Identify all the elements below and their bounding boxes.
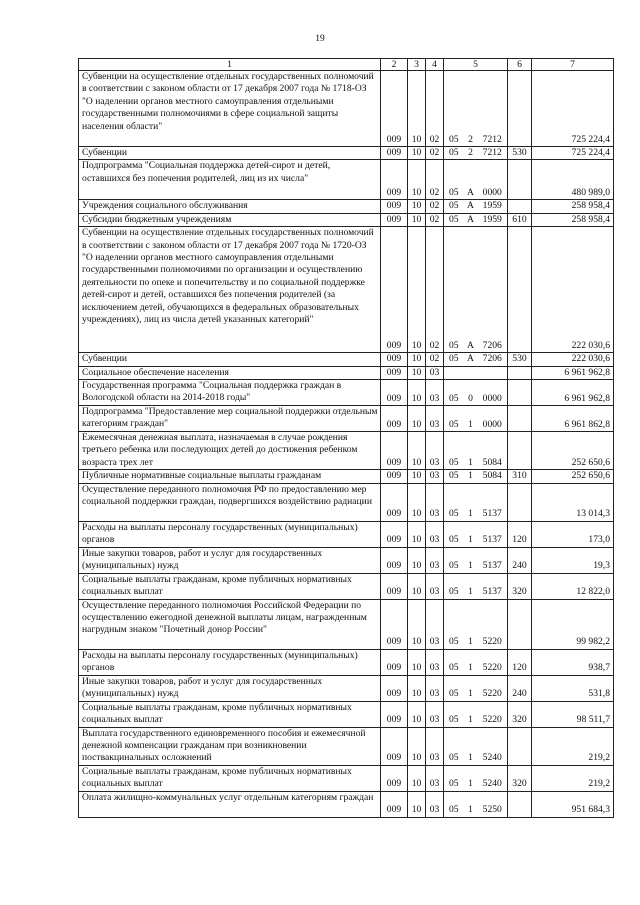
row-subsection-cell: 03 (426, 599, 444, 649)
row-program-cell: 05 (444, 353, 464, 366)
row-direction-cell: 0000 (478, 160, 508, 200)
row-direction-cell: 5220 (478, 599, 508, 649)
row-expense-type-cell (508, 200, 532, 213)
table-row (79, 483, 614, 521)
row-name-cell: Социальные выплаты гражданам, кроме публичных нормативных социальных выплат (79, 573, 381, 599)
row-name-cell: Расходы на выплаты персоналу государственных (муниципальных) органов (79, 521, 381, 547)
row-expense-type-cell: 240 (508, 675, 532, 701)
row-program-cell: 05 (444, 727, 464, 765)
row-subsection-cell: 02 (426, 227, 444, 353)
row-program-cell: 05 (444, 227, 464, 353)
row-expense-type-cell: 320 (508, 573, 532, 599)
row-expense-type-cell: 320 (508, 701, 532, 727)
row-code-cell: 009 (381, 200, 408, 213)
row-name-cell: Оплата жилищно-коммунальных услуг отдельным категориям граждан (79, 791, 381, 817)
table-row (79, 470, 614, 483)
row-subprogram-cell: А (464, 200, 478, 213)
row-subsection-cell: 02 (426, 200, 444, 213)
table-row (79, 406, 614, 432)
table-row (79, 227, 614, 353)
row-subprogram-cell: 1 (464, 470, 478, 483)
row-subprogram-cell: 1 (464, 573, 478, 599)
row-program-cell: 05 (444, 573, 464, 599)
row-subsection-cell: 03 (426, 470, 444, 483)
row-name-cell: Субвенции (79, 353, 381, 366)
header-cell: 5 (444, 59, 508, 71)
table-row (79, 649, 614, 675)
row-subsection-cell: 03 (426, 483, 444, 521)
row-direction-cell: 7206 (478, 353, 508, 366)
row-section-cell: 10 (408, 380, 426, 406)
table-row (79, 765, 614, 791)
row-code-cell: 009 (381, 649, 408, 675)
row-program-cell: 05 (444, 160, 464, 200)
row-code-cell: 009 (381, 599, 408, 649)
row-expense-type-cell: 120 (508, 649, 532, 675)
row-subsection-cell: 02 (426, 213, 444, 226)
row-program-cell: 05 (444, 791, 464, 817)
row-subsection-cell: 03 (426, 649, 444, 675)
row-name-cell: Государственная программа "Социальная поддержка граждан в Вологодской области на 2014-2018 годы" (79, 380, 381, 406)
row-name-cell: Ежемесячная денежная выплата, назначаемая в случае рождения третьего ребенка или последующих детей до достижения ребенком возраста трех лет (79, 432, 381, 470)
row-name-cell: Подпрограмма "Социальная поддержка детей-сирот и детей, оставшихся без попечения родителей, лиц из их числа" (79, 160, 381, 200)
row-direction-cell: 0000 (478, 380, 508, 406)
row-subprogram-cell: 0 (464, 380, 478, 406)
row-expense-type-cell (508, 160, 532, 200)
table-row (79, 521, 614, 547)
row-subsection-cell: 03 (426, 521, 444, 547)
row-direction-cell: 5084 (478, 432, 508, 470)
row-expense-type-cell: 530 (508, 147, 532, 160)
row-program-cell: 05 (444, 521, 464, 547)
row-direction-cell: 7206 (478, 227, 508, 353)
row-program-cell: 05 (444, 765, 464, 791)
row-direction-cell: 1959 (478, 200, 508, 213)
row-program-cell: 05 (444, 599, 464, 649)
row-amount-cell: 219,2 (532, 765, 614, 791)
row-expense-type-cell (508, 599, 532, 649)
row-code-cell: 009 (381, 366, 408, 379)
row-amount-cell: 19,3 (532, 547, 614, 573)
table-row (79, 547, 614, 573)
row-subprogram-cell: А (464, 213, 478, 226)
row-direction-cell: 5137 (478, 547, 508, 573)
row-amount-cell: 725 224,4 (532, 71, 614, 147)
row-direction-cell: 5240 (478, 727, 508, 765)
row-section-cell: 10 (408, 765, 426, 791)
row-direction-cell: 5240 (478, 765, 508, 791)
row-expense-type-cell: 120 (508, 521, 532, 547)
row-expense-type-cell (508, 227, 532, 353)
row-subsection-cell: 03 (426, 432, 444, 470)
row-amount-cell: 951 684,3 (532, 791, 614, 817)
row-code-cell: 009 (381, 483, 408, 521)
row-section-cell: 10 (408, 701, 426, 727)
row-name-cell: Иные закупки товаров, работ и услуг для государственных (муниципальных) нужд (79, 675, 381, 701)
row-section-cell: 10 (408, 366, 426, 379)
row-name-cell: Социальное обеспечение населения (79, 366, 381, 379)
row-amount-cell: 252 650,6 (532, 470, 614, 483)
row-section-cell: 10 (408, 432, 426, 470)
row-amount-cell: 258 958,4 (532, 213, 614, 226)
row-amount-cell: 252 650,6 (532, 432, 614, 470)
row-subprogram-cell: 2 (464, 147, 478, 160)
row-name-cell: Учреждения социального обслуживания (79, 200, 381, 213)
row-code-cell: 009 (381, 160, 408, 200)
row-amount-cell: 938,7 (532, 649, 614, 675)
row-subprogram-cell (464, 366, 478, 379)
row-code-cell: 009 (381, 765, 408, 791)
row-name-cell: Субвенции (79, 147, 381, 160)
row-direction-cell: 7212 (478, 71, 508, 147)
row-subprogram-cell: 2 (464, 71, 478, 147)
row-direction-cell: 5220 (478, 649, 508, 675)
header-cell: 4 (426, 59, 444, 71)
table-row (79, 675, 614, 701)
row-direction-cell: 1959 (478, 213, 508, 226)
row-expense-type-cell: 240 (508, 547, 532, 573)
row-subprogram-cell: 1 (464, 599, 478, 649)
row-subsection-cell: 03 (426, 573, 444, 599)
row-name-cell: Социальные выплаты гражданам, кроме публичных нормативных социальных выплат (79, 701, 381, 727)
row-code-cell: 009 (381, 213, 408, 226)
row-expense-type-cell (508, 380, 532, 406)
row-subprogram-cell: А (464, 160, 478, 200)
row-amount-cell: 6 961 862,8 (532, 406, 614, 432)
row-direction-cell: 7212 (478, 147, 508, 160)
row-name-cell: Иные закупки товаров, работ и услуг для государственных (муниципальных) нужд (79, 547, 381, 573)
table-header-row (79, 59, 614, 71)
row-name-cell: Выплата государственного единовременного пособия и ежемесячной денежной компенсации гражданам при возникновении поствакцинальных осложнений (79, 727, 381, 765)
row-expense-type-cell: 530 (508, 353, 532, 366)
row-expense-type-cell (508, 366, 532, 379)
row-program-cell: 05 (444, 649, 464, 675)
table-row (79, 366, 614, 379)
row-direction-cell: 5137 (478, 573, 508, 599)
row-amount-cell: 13 014,3 (532, 483, 614, 521)
row-subsection-cell: 03 (426, 791, 444, 817)
row-program-cell: 05 (444, 470, 464, 483)
row-section-cell: 10 (408, 599, 426, 649)
row-code-cell: 009 (381, 227, 408, 353)
row-program-cell: 05 (444, 406, 464, 432)
table-row (79, 599, 614, 649)
row-section-cell: 10 (408, 71, 426, 147)
row-code-cell: 009 (381, 470, 408, 483)
row-program-cell: 05 (444, 675, 464, 701)
row-subsection-cell: 03 (426, 765, 444, 791)
row-section-cell: 10 (408, 483, 426, 521)
row-program-cell: 05 (444, 200, 464, 213)
row-program-cell: 05 (444, 71, 464, 147)
row-section-cell: 10 (408, 200, 426, 213)
row-section-cell: 10 (408, 406, 426, 432)
row-expense-type-cell (508, 432, 532, 470)
row-subsection-cell: 03 (426, 547, 444, 573)
row-amount-cell: 258 958,4 (532, 200, 614, 213)
row-name-cell: Субсидии бюджетным учреждениям (79, 213, 381, 226)
table-row (79, 791, 614, 817)
row-subsection-cell: 03 (426, 380, 444, 406)
row-subprogram-cell: 1 (464, 791, 478, 817)
row-code-cell: 009 (381, 547, 408, 573)
header-cell: 6 (508, 59, 532, 71)
row-program-cell: 05 (444, 213, 464, 226)
row-amount-cell: 6 961 962,8 (532, 380, 614, 406)
row-direction-cell: 5084 (478, 470, 508, 483)
budget-table (78, 58, 614, 818)
row-amount-cell: 12 822,0 (532, 573, 614, 599)
row-subprogram-cell: 1 (464, 483, 478, 521)
table-row (79, 213, 614, 226)
row-expense-type-cell (508, 483, 532, 521)
row-amount-cell: 6 961 962,8 (532, 366, 614, 379)
row-program-cell (444, 366, 464, 379)
row-name-cell: Публичные нормативные социальные выплаты гражданам (79, 470, 381, 483)
row-program-cell: 05 (444, 547, 464, 573)
row-expense-type-cell (508, 406, 532, 432)
row-section-cell: 10 (408, 521, 426, 547)
row-expense-type-cell (508, 727, 532, 765)
table-row (79, 71, 614, 147)
row-name-cell: Социальные выплаты гражданам, кроме публичных нормативных социальных выплат (79, 765, 381, 791)
row-direction-cell: 0000 (478, 406, 508, 432)
row-section-cell: 10 (408, 727, 426, 765)
row-subsection-cell: 02 (426, 353, 444, 366)
page-number: 19 (315, 34, 325, 44)
row-subsection-cell: 03 (426, 406, 444, 432)
row-code-cell: 009 (381, 71, 408, 147)
row-code-cell: 009 (381, 406, 408, 432)
row-subprogram-cell: 1 (464, 432, 478, 470)
row-subprogram-cell: А (464, 353, 478, 366)
row-subprogram-cell: 1 (464, 765, 478, 791)
row-subprogram-cell: 1 (464, 649, 478, 675)
row-code-cell: 009 (381, 521, 408, 547)
row-subsection-cell: 02 (426, 71, 444, 147)
row-section-cell: 10 (408, 791, 426, 817)
row-section-cell: 10 (408, 470, 426, 483)
row-expense-type-cell: 610 (508, 213, 532, 226)
header-cell: 2 (381, 59, 408, 71)
row-subprogram-cell: 1 (464, 701, 478, 727)
row-subsection-cell: 02 (426, 147, 444, 160)
row-expense-type-cell (508, 71, 532, 147)
row-expense-type-cell: 320 (508, 765, 532, 791)
row-section-cell: 10 (408, 675, 426, 701)
row-code-cell: 009 (381, 727, 408, 765)
row-program-cell: 05 (444, 483, 464, 521)
row-subsection-cell: 02 (426, 160, 444, 200)
row-amount-cell: 725 224,4 (532, 147, 614, 160)
table-row (79, 727, 614, 765)
row-section-cell: 10 (408, 353, 426, 366)
row-subsection-cell: 03 (426, 727, 444, 765)
table-row (79, 147, 614, 160)
row-subprogram-cell: А (464, 227, 478, 353)
row-subprogram-cell: 1 (464, 406, 478, 432)
row-amount-cell: 222 030,6 (532, 353, 614, 366)
table-row (79, 160, 614, 200)
table-row (79, 573, 614, 599)
row-amount-cell: 480 989,0 (532, 160, 614, 200)
row-name-cell: Субвенции на осуществление отдельных государственных полномочий в соответствии с законом области от 17 декабря 2007 года № 1720-ОЗ "О наделении органов местного самоуправления отдельными государственными полномочиями по организации и осуществлению деятельности по опеке и попечительству и по социальной поддержке детей-сирот и детей, оставшихся без попечения родителей (за исключением детей, обучающихся в федеральных образовательных учреждениях), лиц из числа детей указанных категорий" (79, 227, 381, 353)
table-row (79, 380, 614, 406)
row-name-cell: Подпрограмма "Предоставление мер социальной поддержки отдельным категориям граждан" (79, 406, 381, 432)
row-name-cell: Осуществление переданного полномочия Российской Федерации по осуществлению ежегодной денежной выплаты лицам, награжденным нагрудным знаком "Почетный донор России" (79, 599, 381, 649)
row-direction-cell (478, 366, 508, 379)
row-direction-cell: 5220 (478, 675, 508, 701)
row-amount-cell: 173,0 (532, 521, 614, 547)
row-program-cell: 05 (444, 380, 464, 406)
row-section-cell: 10 (408, 213, 426, 226)
row-subprogram-cell: 1 (464, 521, 478, 547)
table-row (79, 432, 614, 470)
row-code-cell: 009 (381, 701, 408, 727)
row-direction-cell: 5137 (478, 483, 508, 521)
row-section-cell: 10 (408, 573, 426, 599)
row-amount-cell: 222 030,6 (532, 227, 614, 353)
row-code-cell: 009 (381, 573, 408, 599)
row-direction-cell: 5137 (478, 521, 508, 547)
row-code-cell: 009 (381, 147, 408, 160)
row-section-cell: 10 (408, 649, 426, 675)
header-cell: 7 (532, 59, 614, 71)
header-cell: 3 (408, 59, 426, 71)
row-subsection-cell: 03 (426, 675, 444, 701)
row-section-cell: 10 (408, 227, 426, 353)
row-name-cell: Расходы на выплаты персоналу государственных (муниципальных) органов (79, 649, 381, 675)
row-expense-type-cell: 310 (508, 470, 532, 483)
row-amount-cell: 219,2 (532, 727, 614, 765)
row-code-cell: 009 (381, 432, 408, 470)
row-name-cell: Субвенции на осуществление отдельных государственных полномочий в соответствии с законом области от 17 декабря 2007 года № 1718-ОЗ "О наделении органов местного самоуправления отдельными государственными полномочиями в сфере социальной защиты населения области" (79, 71, 381, 147)
row-program-cell: 05 (444, 147, 464, 160)
row-subprogram-cell: 1 (464, 547, 478, 573)
row-subprogram-cell: 1 (464, 675, 478, 701)
row-code-cell: 009 (381, 353, 408, 366)
row-amount-cell: 531,8 (532, 675, 614, 701)
row-direction-cell: 5220 (478, 701, 508, 727)
row-code-cell: 009 (381, 675, 408, 701)
table-row (79, 200, 614, 213)
row-subsection-cell: 03 (426, 701, 444, 727)
row-subsection-cell: 03 (426, 366, 444, 379)
row-section-cell: 10 (408, 160, 426, 200)
row-code-cell: 009 (381, 791, 408, 817)
row-amount-cell: 98 511,7 (532, 701, 614, 727)
header-cell: 1 (79, 59, 381, 71)
row-amount-cell: 99 982,2 (532, 599, 614, 649)
row-code-cell: 009 (381, 380, 408, 406)
row-section-cell: 10 (408, 147, 426, 160)
row-program-cell: 05 (444, 432, 464, 470)
table-row (79, 353, 614, 366)
row-program-cell: 05 (444, 701, 464, 727)
row-subprogram-cell: 1 (464, 727, 478, 765)
table-row (79, 701, 614, 727)
row-direction-cell: 5250 (478, 791, 508, 817)
row-section-cell: 10 (408, 547, 426, 573)
row-expense-type-cell (508, 791, 532, 817)
row-name-cell: Осуществление переданного полномочия РФ по предоставлению мер социальной поддержки граждан, подвергшихся воздействию радиации (79, 483, 381, 521)
